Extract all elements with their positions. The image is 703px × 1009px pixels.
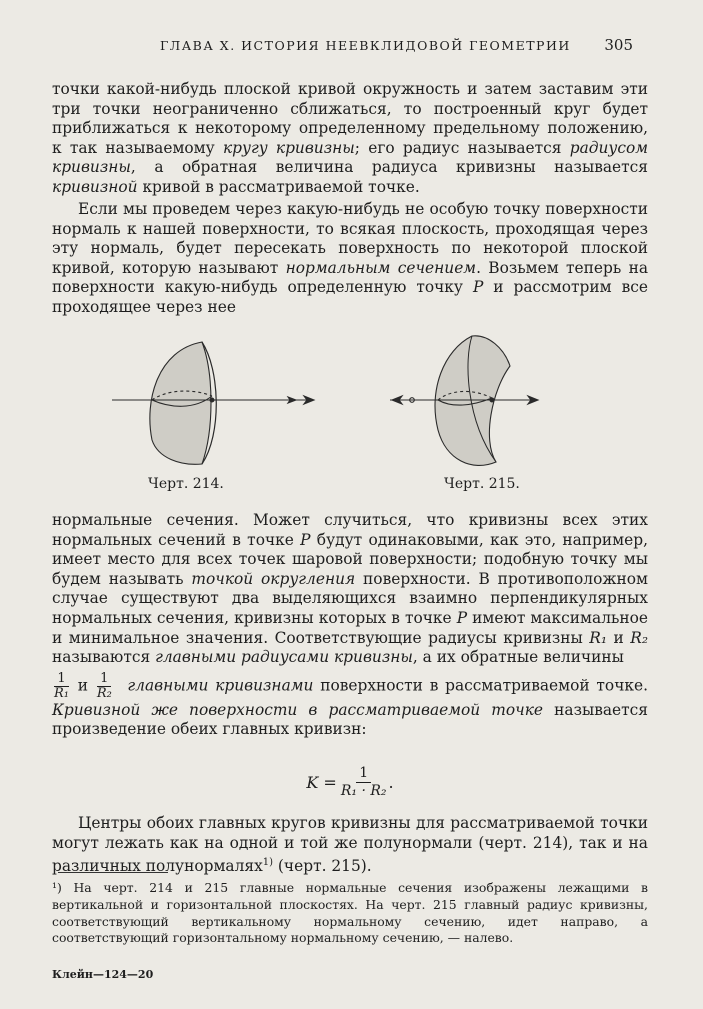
fraction-numerator: 1	[54, 672, 68, 687]
text-run: Если мы проведем через какую-нибудь не особую точку поверхности нормаль к нашей поверхности, то всякая плоскость, проходящая через эту нормаль, будет пересекать поверхность по некоторой плоской кривой, которую называют	[52, 200, 648, 277]
text-run: ; его радиус называется	[354, 138, 570, 157]
footnote-rule	[58, 872, 168, 873]
figure-214-caption: Черт. 214.	[148, 476, 224, 492]
footnote-reference: 1)	[262, 857, 274, 869]
paragraph-4	[52, 814, 648, 877]
curvature-formula	[52, 762, 648, 802]
radius-symbol-r2: R₂	[630, 628, 648, 647]
text-run: называется произведение обеих главных кривизн:	[52, 700, 649, 739]
figure-215-caption: Черт. 215.	[444, 476, 520, 492]
printer-signature: Клейн—124—20	[52, 968, 154, 981]
text-run: нормальные сечения. Может случиться, что кривизны всех этих нормальных сечений в точке	[52, 511, 648, 549]
paragraph-3	[52, 511, 648, 740]
text-run: называются	[52, 648, 156, 667]
paragraph-2	[52, 200, 648, 318]
term-principal-curvatures: главными кривизнами	[127, 676, 314, 695]
text-run: точки какой-нибудь плоской кривой окружность и затем заставим эти три точки неограниченно сближаться, то построенный круг будет приближаться к некоторому определенному предельному положению, к так называемому	[52, 80, 648, 157]
term-surface-curvature: Кривизной же поверхности в рассматриваемой точке	[52, 700, 544, 719]
running-title: ГЛАВА X. ИСТОРИЯ НЕЕВКЛИДОВОЙ ГЕОМЕТРИИ	[160, 38, 571, 53]
text-run: и	[71, 676, 95, 695]
point-symbol: P	[472, 278, 484, 297]
figure-214	[112, 342, 314, 464]
figures-row	[52, 330, 648, 500]
text-run: (черт. 215).	[273, 857, 372, 876]
page-number: 305	[604, 36, 633, 54]
fraction-numerator: 1	[97, 672, 111, 687]
formula-period: .	[388, 772, 394, 792]
text-run: , а обратная величина радиуса кривизны называется	[130, 158, 648, 177]
text-run: будут одинаковыми, как это, например, имеет место для всех точек шаровой поверхности; подобную точку мы будем называть	[52, 530, 649, 588]
term-radius-of-curvature: радиусом кривизны	[52, 138, 648, 177]
term-curvature-circle: кругу кривизны	[222, 138, 355, 157]
fraction-denominator: R₁ · R₂	[340, 782, 387, 799]
term-curvature: кривизной	[52, 177, 138, 196]
fraction-denominator: R₁	[54, 685, 69, 701]
term-normal-section: нормальным сечением	[285, 258, 477, 277]
radius-symbol-r1: R₁	[589, 628, 608, 647]
fraction-numerator: 1	[356, 765, 371, 783]
text-run: , а их обратные величины	[412, 648, 624, 667]
figures-drawing	[52, 330, 648, 500]
footnote-text: На черт. 214 и 215 главные нормальные сечения изображены лежащими в вертикальной и горизонтальной плоскостях. На черт. 215 главный радиус кривизны, соответствующий вертикальному нормальному сечению, идет направо, а соответствующий горизонтальному нормальному сечению, — налево.	[52, 880, 648, 946]
footnote	[52, 880, 648, 947]
formula-fraction	[341, 765, 387, 800]
text-run: и	[607, 628, 631, 647]
fraction-1-over-r2	[97, 672, 112, 701]
text-run: имеют максимальное и минимальное значения. Соответствующие радиусы кривизны	[52, 608, 648, 647]
term-umbilic-point: точкой округления	[191, 569, 356, 588]
text-run: поверхности. В противоположном случае существуют два выделяющихся взаимно перпендикулярных нормальных сечения, кривизны которых в точке	[52, 569, 648, 627]
formula-lhs: K =	[306, 772, 337, 792]
fraction-denominator: R₂	[96, 685, 112, 701]
text-run: . Возьмем теперь на поверхности какую-нибудь определенную точку	[52, 258, 649, 297]
text-run: поверхности в рассматриваемой точке.	[313, 676, 648, 695]
text-run: кривой в рассматриваемой точке.	[137, 177, 420, 196]
paragraph-1	[52, 80, 648, 198]
figure-215	[390, 336, 538, 466]
fraction-1-over-r1	[54, 672, 69, 701]
text-run: Центры обоих главных кругов кривизны для рассматриваемой точки могут лежать как на одной и той же полунормали (черт. 214), так и на различных полунормалях	[52, 814, 648, 876]
page-header	[0, 36, 703, 58]
text-run: и рассмотрим все проходящее через нее	[52, 278, 648, 316]
point-symbol: P	[456, 608, 468, 627]
footnote-mark: ¹)	[52, 880, 62, 895]
point-symbol: P	[300, 530, 311, 549]
term-principal-radii: главными радиусами кривизны	[155, 648, 413, 667]
